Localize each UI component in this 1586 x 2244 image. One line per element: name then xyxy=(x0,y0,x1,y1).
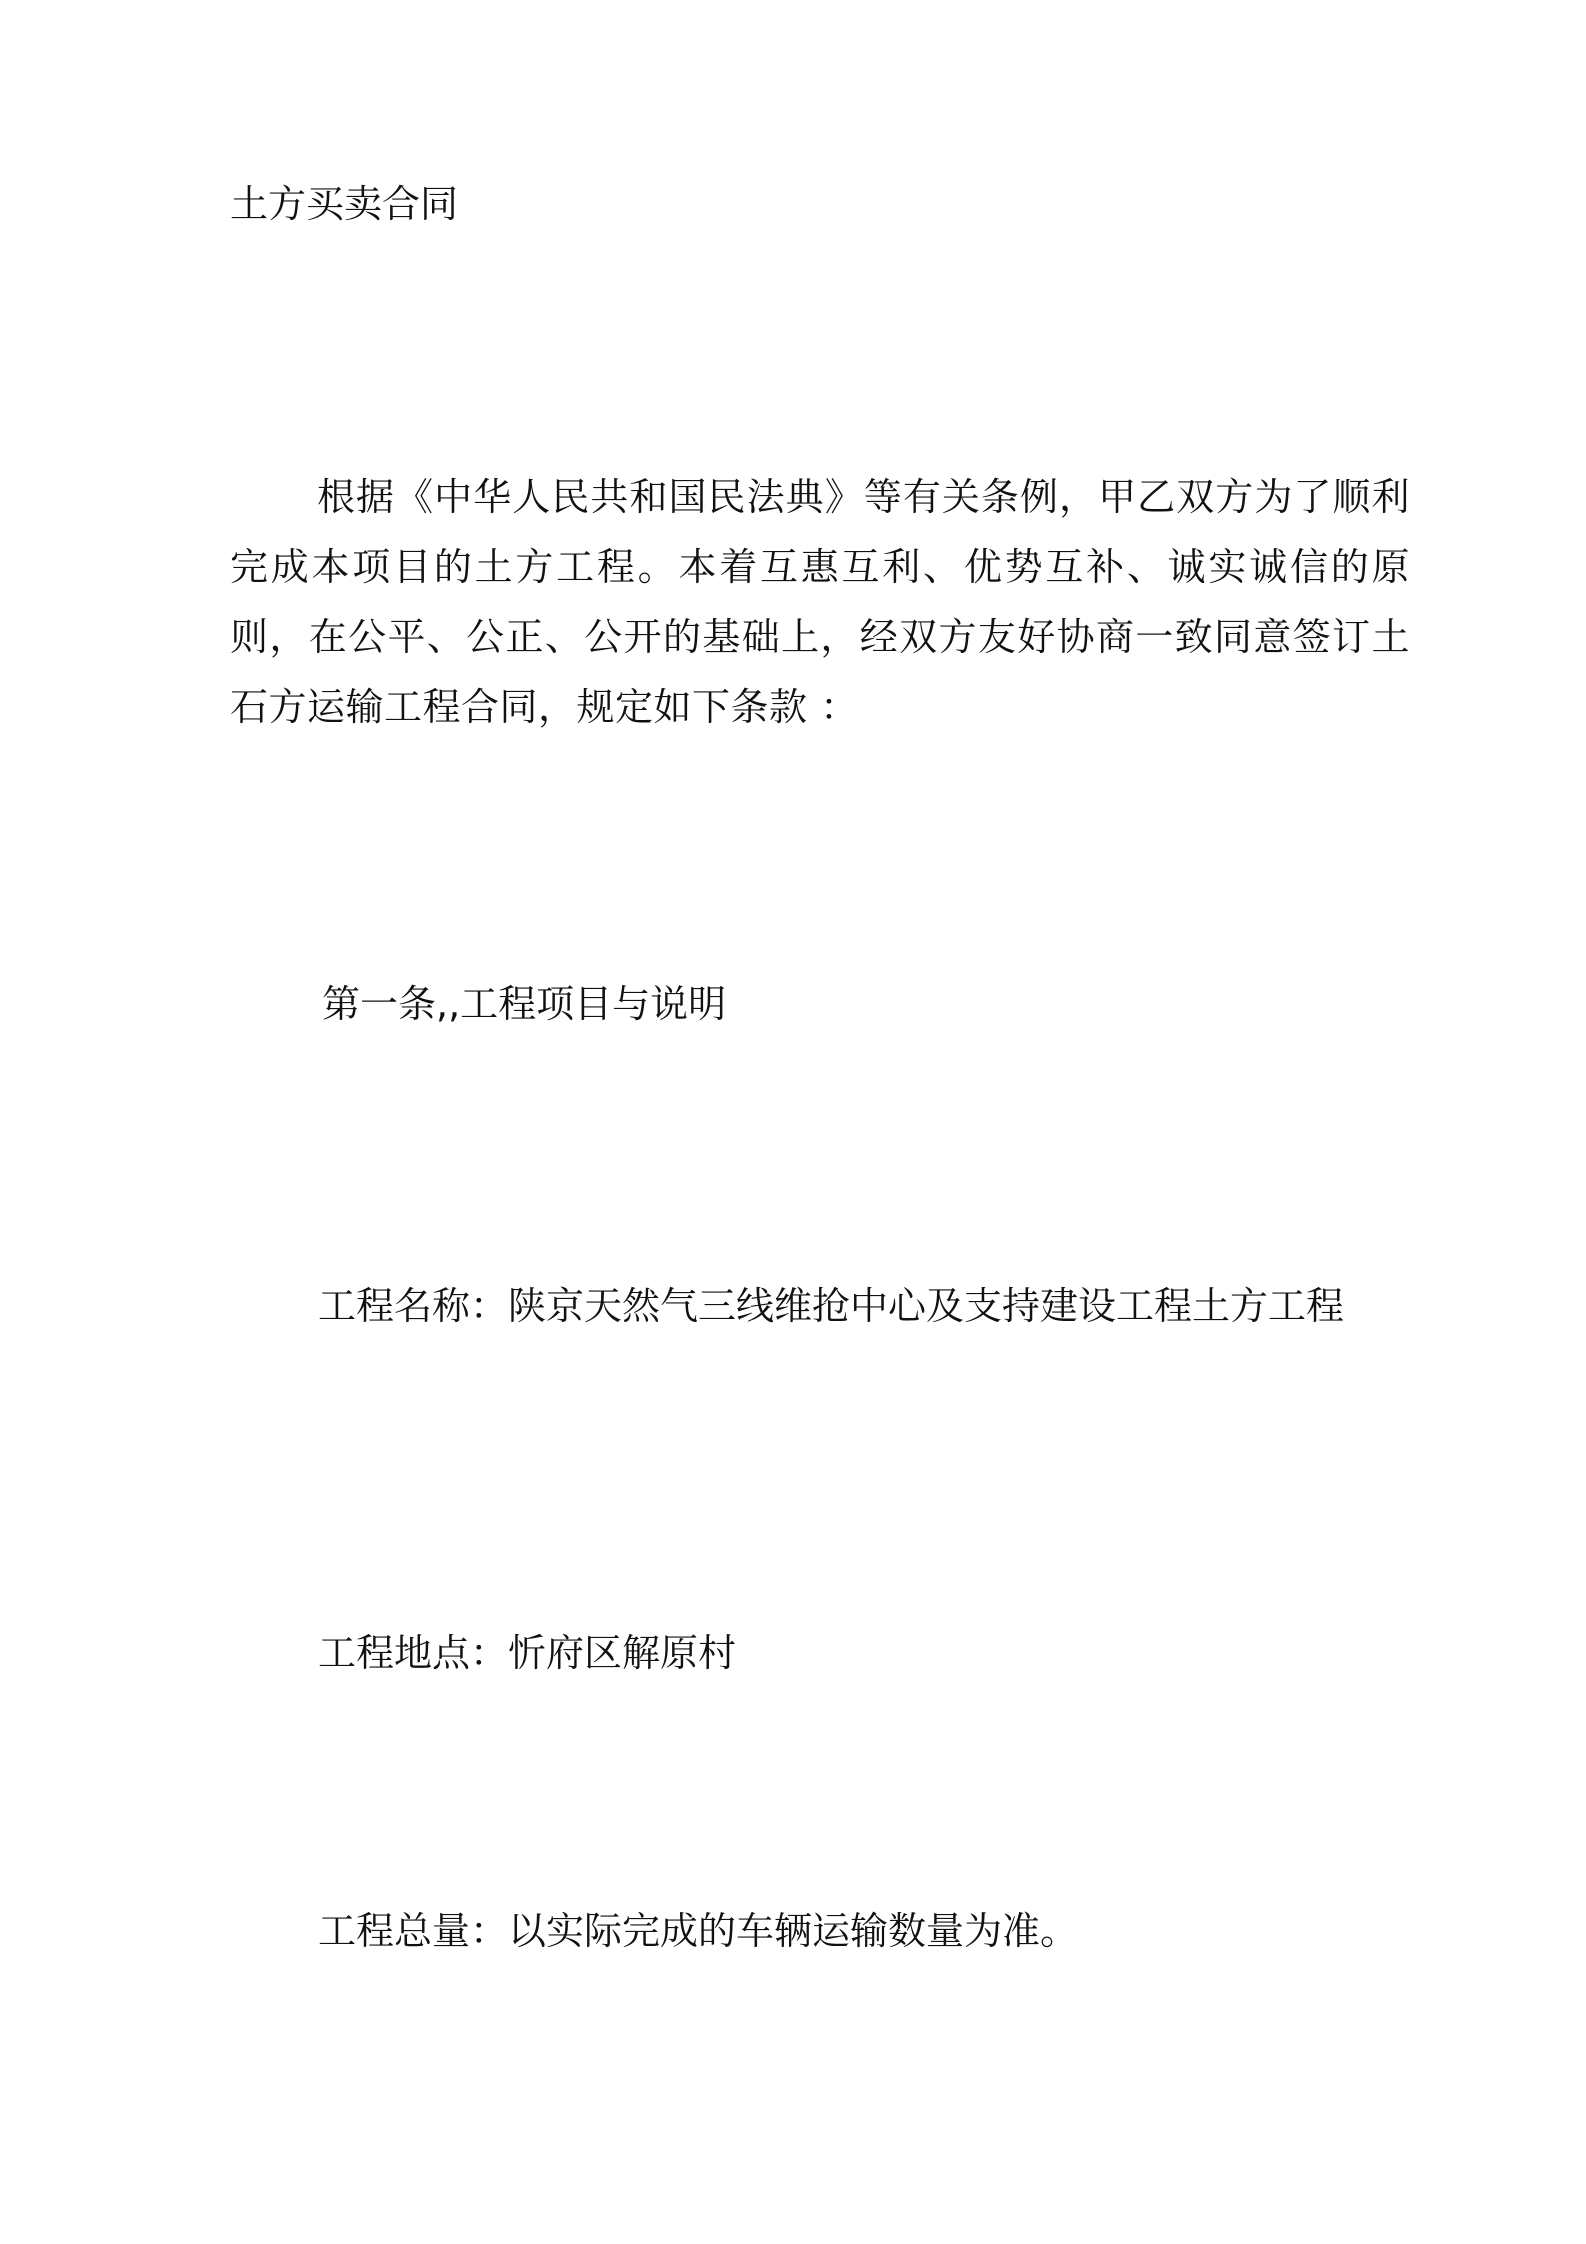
article-one-heading: 第一条,,工程项目与说明 xyxy=(322,982,727,1026)
project-name-line: 工程名称：陕京天然气三线维抢中心及支持建设工程土方工程 xyxy=(318,1284,1345,1328)
document-title: 土方买卖合同 xyxy=(230,182,459,226)
project-location-line: 工程地点：忻府区解原村 xyxy=(318,1631,737,1675)
intro-paragraph: 根据《中华人民共和国民法典》等有关条例，甲乙双方为了顺利完成本项目的土方工程。本着互惠互利、优势互补、诚实诚信的原则，在公平、公正、公开的基础上，经双方友好协商一致同意签订土石方运输工程合同，规定如下条款 ： xyxy=(230,475,1410,729)
project-total-line: 工程总量：以实际完成的车辆运输数量为准。 xyxy=(318,1909,1079,1953)
